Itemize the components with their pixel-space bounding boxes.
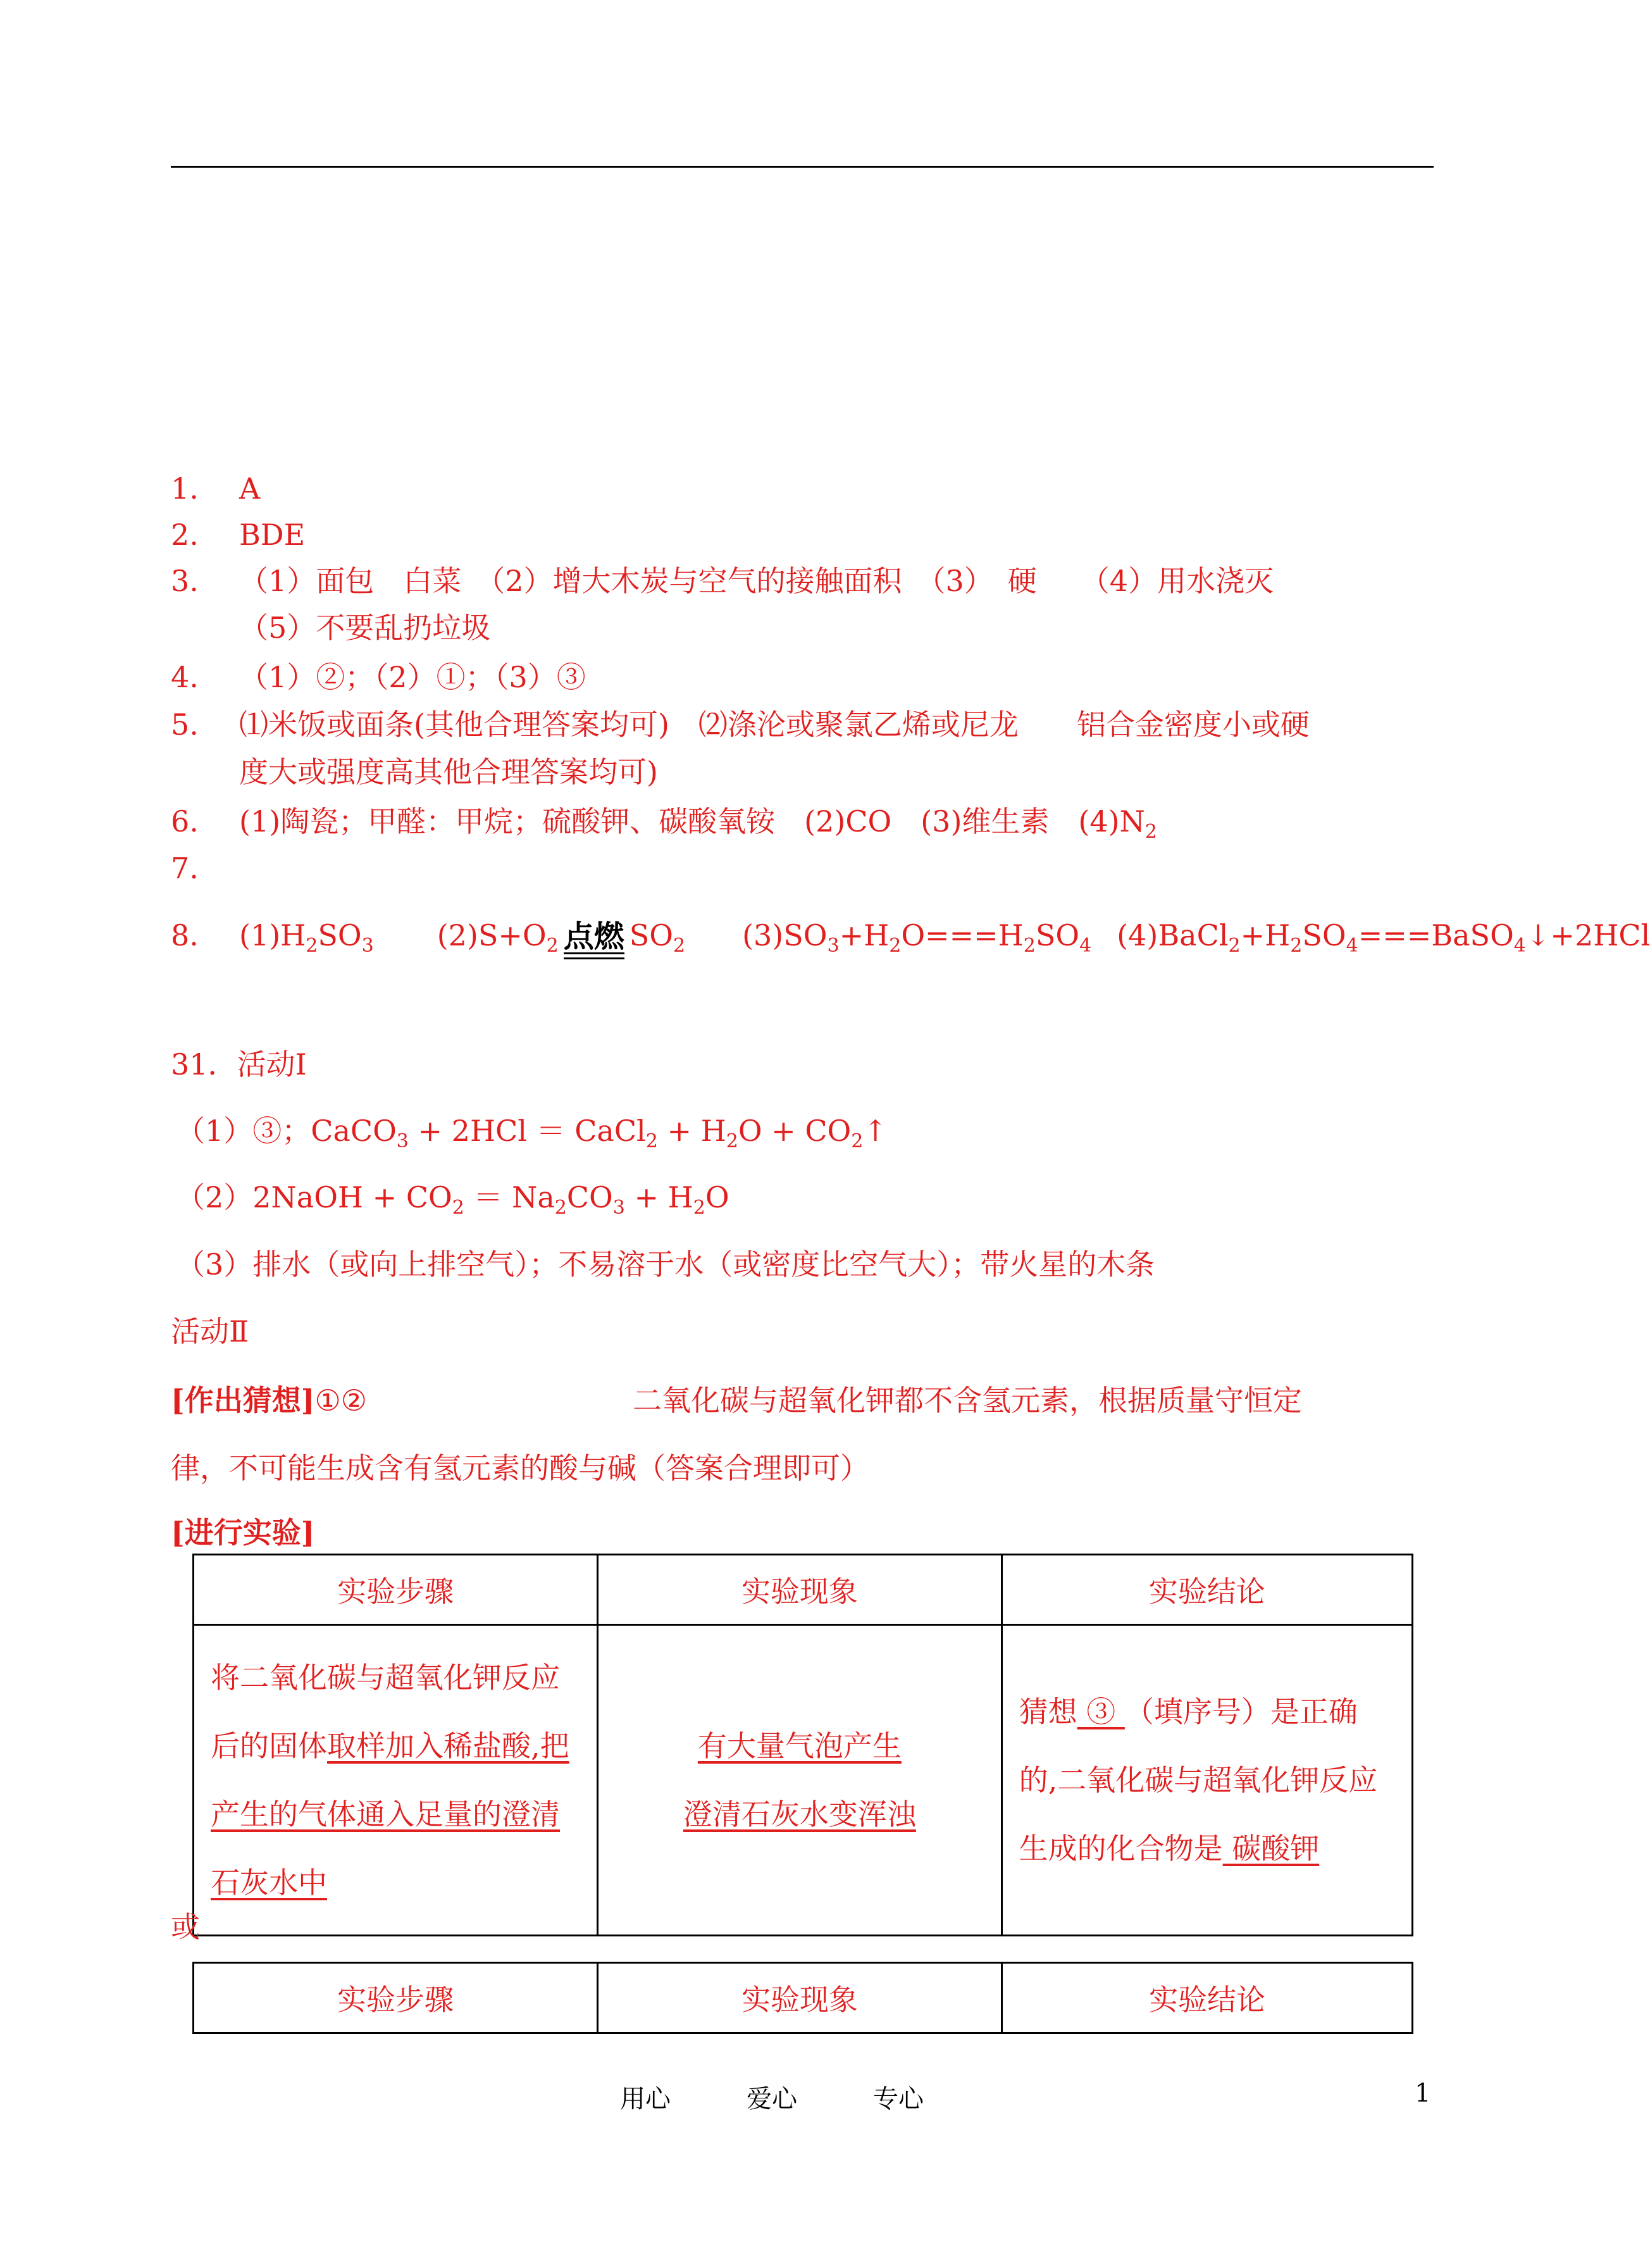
experiment-table-2 (192, 1962, 1413, 2034)
cell-phenomenon: 有大量气泡产生 澄清石灰水变浑浊 (598, 1625, 1002, 1936)
header-phenomenon: 实验现象 (598, 1963, 1002, 2033)
answer-6: 6. (1)陶瓷；甲醛：甲烷；硫酸钾、碳酸氧铵 (2)CO (3)维生素 $(4)N_2$ (171, 804, 1157, 843)
answer-2: 2. BDE (171, 518, 306, 552)
header-phenomenon: 实验现象 (598, 1555, 1002, 1625)
header-conclusion: 实验结论 (1002, 1555, 1412, 1625)
q31-line-1: （1）③；CaCO$_3$ + 2HCl ＝ CaCl$_2$ + $H_2O$ + $CO_2↑$ (176, 1114, 888, 1152)
guess-line: [作出猜想]①② 二氧化碳与超氧化钾都不含氢元素，根据质量守恒定 (171, 1383, 1303, 1418)
header-steps: 实验步骤 (194, 1555, 598, 1625)
answer-8: 8. $(1)H_2SO_3$ $(2)S+O_2$ 点燃 $SO_2$ $(3)SO_3+H_2O===H_2SO_4$ $(4)BaCl_2+H_2SO_4===BaSO_4↓+2HCl$ (171, 916, 1650, 965)
activity-2-title: 活动Ⅱ (171, 1314, 249, 1349)
table-row (194, 1625, 1413, 1936)
header-conclusion: 实验结论 (1002, 1963, 1413, 2033)
q31-title: 31．活动Ⅰ (171, 1047, 307, 1081)
guess-line-2: 律，不可能生成含有氢元素的酸与碱（答案合理即可） (171, 1451, 869, 1485)
page-number: 1 (1415, 2079, 1431, 2108)
ignite-condition: 点燃 (564, 921, 624, 961)
answer-3-cont: （5）不要乱扔垃圾 (239, 611, 491, 645)
cell-steps: 将二氧化碳与超氧化钾反应后的固体取样加入稀盐酸,把产生的气体通入足量的澄清石灰水中 (194, 1625, 598, 1936)
experiment-label: [进行实验] (171, 1516, 315, 1550)
guess-label: [作出猜想] (171, 1383, 315, 1418)
experiment-table (192, 1554, 1413, 1936)
q31-line-2: （2）2NaOH + $CO_2 = Na_2CO_3 + H_2O$ (176, 1180, 729, 1219)
answer-5: 5. ⑴米饭或面条(其他合理答案均可) ⑵涤沦或聚氯乙烯或尼龙 铝合金密度小或硬 (171, 707, 1310, 742)
q31-line-3: （3）排水（或向上排空气）；不易溶于水（或密度比空气大）；带火星的木条 (176, 1247, 1155, 1281)
answer-7: 7. (171, 851, 199, 885)
answer-4: 4. （1）②；（2）①；（3）③ (171, 660, 586, 694)
header-steps: 实验步骤 (194, 1963, 598, 2033)
cell-conclusion: 猜想 ③ （填序号）是正确的,二氧化碳与超氧化钾反应生成的化合物是 碳酸钾 (1002, 1625, 1412, 1936)
or-label: 或 (171, 1910, 200, 1944)
table-header-row (194, 1555, 1413, 1625)
answer-1: 1. A (171, 471, 261, 506)
answer-3: 3. （1）面包 白菜 （2）增大木炭与空气的接触面积 （3） 硬 （4）用水浇灭 (171, 564, 1274, 598)
header-rule (171, 166, 1434, 168)
footer-motto: 用心 爱心 专心 (620, 2084, 924, 2114)
table-header-row (194, 1963, 1413, 2033)
answer-5-cont: 度大或强度高其他合理答案均可) (239, 755, 658, 789)
